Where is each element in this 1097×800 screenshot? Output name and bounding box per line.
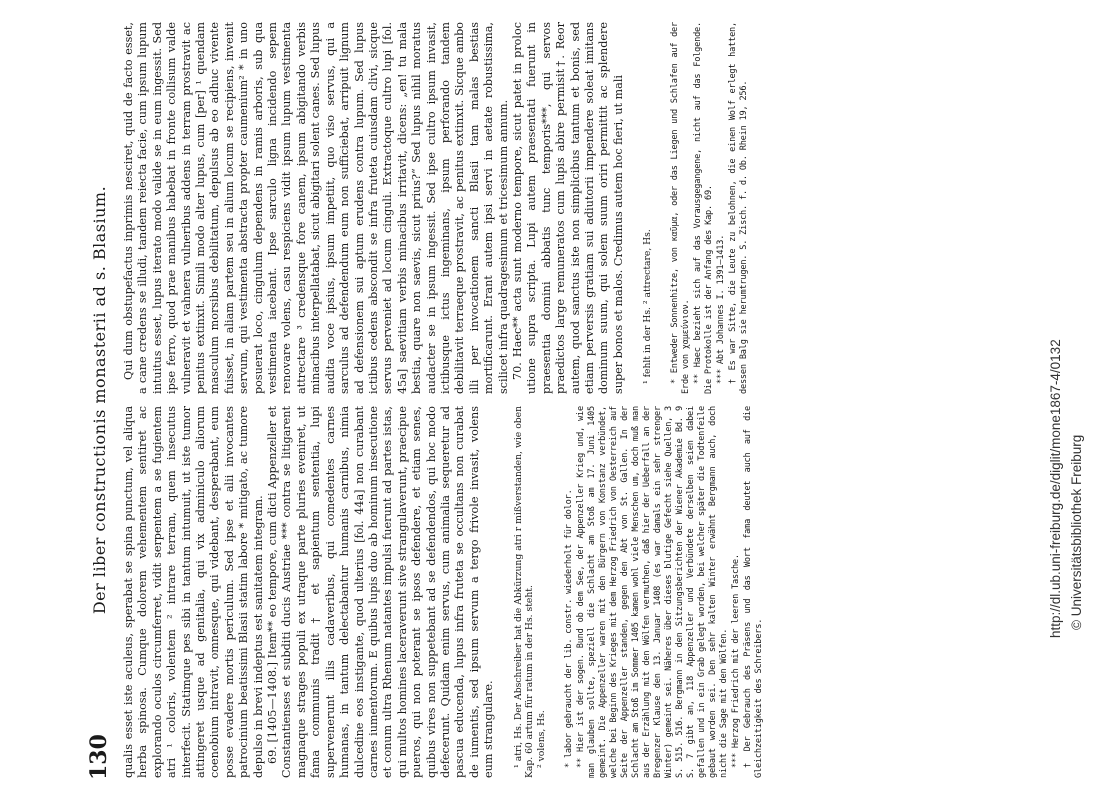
footnote: *** Herzog Friedrich mit der leeren Tasche.: [730, 554, 741, 768]
left-column: [122, 406, 766, 778]
footnote: ** Hier ist der sogen. Bund ob dem See, der Appenzeller Krieg und, wie man glauben sollte, speziell die Schlacht am Stoß am 17. Juni 1405 gemeint. Die Appenzeller waren mit den Bürgern von Konstanz verbündet, welche bei Beginn des Krieges mit dem Herzog Friedrich von Oesterreich auf Seite der Appenzeller standen, gegen den Abt von St. Gallen. In der Schlacht am Stoß im Sommer 1405 kamen wohl viele Menschen um, doch muß man aus der Erzählung mit den Wölfen vermuthen, daß hier der Ueberfall an der Bregenzer Klause den 13. Januar 1408 (es war damals ein sehr strenger Winter) gemeint sei. Näheres über dieses blutige Gefecht siehe Quellen, 3 S. 515. 516. Bergmann in den Sitzungsberichten der Wiener Akademie Bd. 9 S. 7 gibt an, 118 Appenzeller und Verbündete derselben seien dabei gefallen und in ein Grab gelegt worden, bei welcher später die Todtenfeile gebaut worden sei. Den sehr kalten Winter erwähnt Bergmann auch, doch nicht die Sage mit den Wölfen.: [575, 406, 729, 778]
footnote: ¹ atri, Hs. Der Abschreiber hat die Abkürzung atri r mißverstanden, wie oben Kap. 60 artum für ratum in der Hs. steht.: [512, 406, 535, 778]
right-footnotes: [642, 22, 653, 394]
source-url-link[interactable]: http://dl.ub.uni-freiburg.de/diglit/mone1867-4/0132: [1048, 339, 1063, 638]
footnote: *** Abt Johannes I. 1391—1413.: [715, 234, 726, 384]
left-paragraph: 69. [1405—1408.] Item** eo tempore, cum dicti Appenzeller et Constantienses et subditi ducis Austriae *** contra se litigarent magnaque strages populi ex utraque parte pluries eveniret, ut fama communis tradit† et sapientum sententia, lupi supervenerunt illis cadaveribus, qui comedentes carnes humanas, in tantum delectabantur humanis carnibus, nimia dulcedine eos instigante, quod ulterius [fol. 44a] non curabant carnes iumentorum. E quibus lupis duo ab hominum insecutione et conum ultra Rhenum natantes impulsi fuerunt ad partes istas, qui multos homines laceraverunt sive strangulaverunt, praecipue pueros, qui non poterant se ipsos defendere, et etiam senes, quibus vires non suppetebant ad se defendendos, qui hoc modo defecerunt. Quidam enim servus, cum animalia sequeretur ad pascua educenda, lupus infra fruteta se occultans non curabat de iumentis, sed ipsum servum a tergo frivole invasit, volens eum strangulare.: [266, 406, 496, 778]
page-header: [80, 20, 120, 780]
copyright-notice: © Universitätsbibliothek Freiburg: [1069, 434, 1084, 630]
right-paragraph: 70. Haec** acta sunt moderno tempore, sicut patet in proloc utione supra scripta. Lupi autem praesentati fuerunt in praesentia domini abbatis tunc temporis***, qui servos praedictos large remuneratos cum lupis abire permisit†. Reor autem, quod sanctus iste non simplicibus tantum et bonis, sed etiam perversis gratiam sui adiutorii impendere soleat imitans dominum suum, qui solem suum oriri permittit ac splendere super bonos et malos. Credimus autem hoc fieri, ut mali: [510, 22, 625, 394]
right-footnotes-german: [670, 22, 750, 394]
footnote: † Der Gebrauch des Präsens und das Wort fama deutet auch auf die Gleichzeitigkeit des Schreibers.: [742, 406, 764, 778]
library-sidebar: [1040, 0, 1097, 800]
left-footnotes-german: [564, 406, 765, 778]
right-column: [122, 22, 751, 394]
footnote: ¹ fehlt in der Hs. ² attrectare, Hs.: [642, 229, 654, 384]
page-number: 130: [86, 734, 112, 780]
footnote: * labor gebraucht der lib. constr. wiederholt für dolor.: [563, 489, 574, 768]
sidebar-text: [1040, 0, 1097, 800]
right-paragraph: Qui dum obstupefactus inprimis nesciret, quid de facto esset, a cane credens se illudi, tandem reiecta facie, cum ipsum lupum intuitus esset, lupus iterato modo valide se in eum ingessit. Sed ipse ferro, quod prae manibus habebat in fronte collisum valde vulneravit et vahnera vulneribus addens in terram prostravit ac penitus extinxit. Simili modo alter lupus, cum [per] ¹ quendam masculum morsibus debilitatum, depulsus ab eo adhuc vivente fuisset, in aliam partem seu in alium locum se recipiens, invenit servum, qui vestimenta abstracta propter caumenium² * in uno posuerat loco, cingulum dependens in ramis arboris, sub qua vestimenta iacebant. Ipse sarculo ligna incidendo sepem renovare volens, casu respiciens vidit ipsum lupum vestimenta attrectare ³ credensque fore canem, ipsum abigitando verbis minacibus interpellatabat, sicut abigitari solent canes. Sed lupus audita voce ipsius, ipsum impetiit, quo viso servus, qui a sarculus ad defendendum eum non sufficiebat, arripuit lignum ad defensionem sui aptum erudens contra lupum. Sed lupus ictibus cedens abscondit se infra fruteta cuiusdam clivi, sicque servus perveniet ad locum cinguli. Extractoque cultro lupi [fol. 45a] saevitiam verbis minacibus irritavit, dicens: „en! tu mala bestia, quare non saevis, sicut prius?“ Sed lupus nihil moratus audacter se in ipsum ingessit. Sed ipse cultro ipsum invasit, ictibusque ictus ingeminans, ipsum perforando tandem debilitavit terraeque prostravit, ac penitus extinxit. Sicque ambo illi per invocationem sancti Blasii tam malas bestias mortificarunt. Erant autem ipsi servi in aetate robustissima, scilicet infra quadragesimum et tricesimum annum.: [122, 22, 510, 394]
footnote: ** Haec bezieht sich auf das Vorausgegangene, nicht auf das Folgende. Die Protokolle ist der Anfang des Kap. 69.: [692, 22, 714, 394]
footnote: * Entweder Sonnenhitze, von καῦμα, oder das Liegen und Schlafen auf der Erde von χαμεύνιον.: [669, 22, 691, 394]
footnote: ² volens, Hs.: [536, 710, 548, 768]
running-head: Der liber constructionis monasterii ad s. Blasium.: [90, 185, 109, 615]
footnote: † Es war Sitte, die Leute zu belohnen, die einen Wolf erlegt hatten, dessen Balg sie herumtrugen. S. Zisch. f. d. Ob. Rhein 19, 256.: [727, 22, 749, 394]
left-footnotes: [513, 406, 548, 778]
left-paragraph: qualis esset iste aculeus, sperabat se spina punctum, vel aliqua herba spinosa. Cumque dolorem vehementem sentiret ac explorando oculos circumferret, vidit serpentem a se fugientem atri ¹ coloris, volentem ² intrare terram, quem insecutus interfecit. Statimque pes sibi in tantum intumuit, ut iste tumor attingeret usque ad genitalia, qui vix adminiculo aliorum coenobium intravit, omnesque, qui videbant, desperabant, eum posse evadere mortis periculum. Sed ipse et alii invocantes patrocinium beatissimi Blasii statim labore * mitigato, ac tumore depulso in brevi indeptus est sanitatem integram.: [122, 406, 265, 778]
